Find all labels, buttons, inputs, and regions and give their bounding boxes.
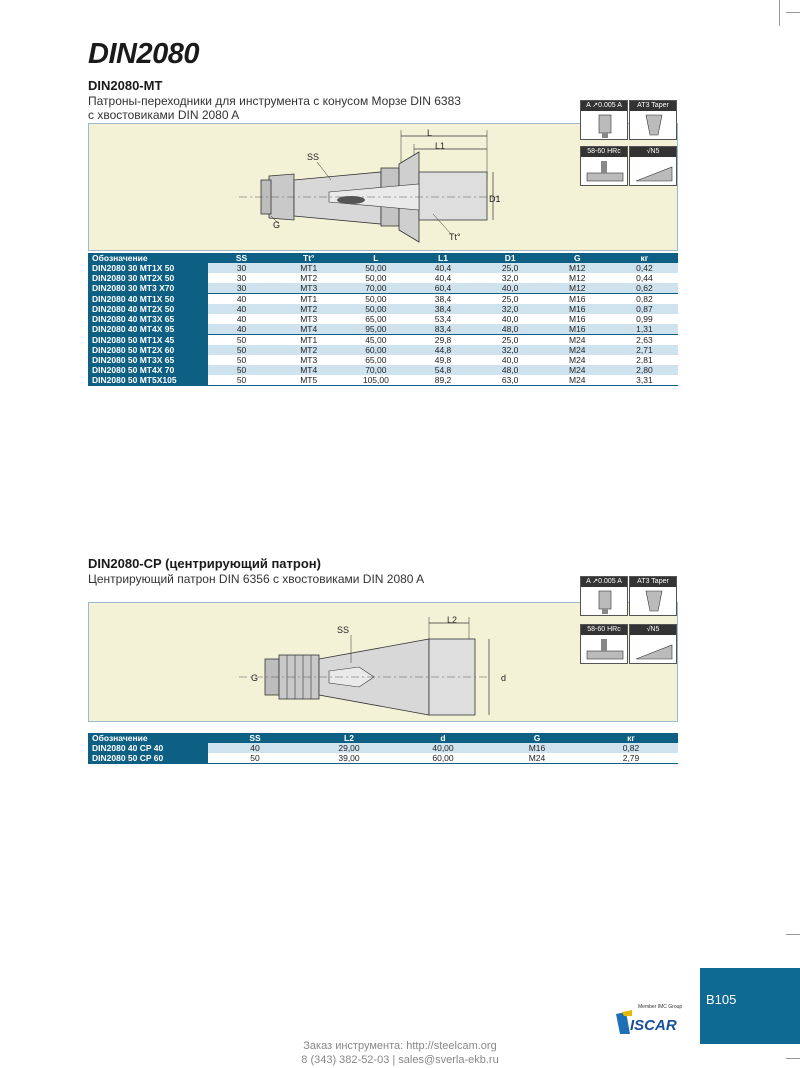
- table-cell: 50: [208, 345, 275, 355]
- product-code-cell: DIN2080 30 MT2X 50: [88, 273, 208, 283]
- section-subtitle: Патроны-переходники для инструмента с конусом Морзе DIN 6383: [88, 94, 461, 108]
- col-header: L2: [302, 733, 396, 743]
- table-cell: 29,00: [302, 743, 396, 753]
- table-cell: MT5: [275, 375, 342, 386]
- hardness-icon: [585, 637, 625, 663]
- col-header: L1: [409, 253, 476, 263]
- table-cell: 40,0: [477, 355, 544, 365]
- table-cell: 0,44: [611, 273, 678, 283]
- table-cell: 32,0: [477, 345, 544, 355]
- table-cell: 2,80: [611, 365, 678, 375]
- table-cell: 40: [208, 324, 275, 335]
- hardness-badge: 58-60 HRc: [580, 146, 628, 186]
- table-cell: M24: [544, 375, 611, 386]
- table-row: [88, 263, 678, 273]
- product-code-cell: DIN2080 50 MT3X 65: [88, 355, 208, 365]
- table-cell: M12: [544, 273, 611, 283]
- dim-label-L2: L2: [447, 615, 458, 625]
- table-cell: 30: [208, 273, 275, 283]
- table-cell: 89,2: [409, 375, 476, 386]
- table-row: [88, 365, 678, 375]
- table-cell: M16: [544, 294, 611, 305]
- table-cell: 50: [208, 355, 275, 365]
- table-cell: MT1: [275, 294, 342, 305]
- table-cell: 60,00: [396, 753, 490, 764]
- table-row: [88, 345, 678, 355]
- taper-badge: AT3 Taper: [629, 100, 677, 140]
- table-row: [88, 273, 678, 283]
- hardness-badge: 58-60 HRc: [580, 624, 628, 664]
- mt-holder-diagram: [88, 123, 678, 251]
- table-cell: 0,62: [611, 283, 678, 294]
- hardness-icon: [585, 159, 625, 185]
- trim-mark: [786, 934, 800, 935]
- table-cell: MT3: [275, 355, 342, 365]
- table-cell: 54,8: [409, 365, 476, 375]
- table-cell: 50,00: [342, 304, 409, 314]
- product-code-cell: DIN2080 50 MT4X 70: [88, 365, 208, 375]
- surface-finish-icon: [634, 159, 674, 185]
- surface-finish-badge: √N5: [629, 146, 677, 186]
- table-cell: 50,00: [342, 294, 409, 305]
- col-header: L: [342, 253, 409, 263]
- page-tab: [700, 968, 800, 1044]
- table-cell: 2,79: [584, 753, 678, 764]
- table-cell: 48,0: [477, 324, 544, 335]
- cp-spec-table: [88, 733, 678, 764]
- product-code-cell: DIN2080 30 MT1X 50: [88, 263, 208, 273]
- table-cell: 50,00: [342, 273, 409, 283]
- runout-icon: [585, 589, 625, 615]
- table-cell: M16: [490, 743, 584, 753]
- table-row: [88, 335, 678, 346]
- table-row: [88, 283, 678, 294]
- trim-mark: [779, 0, 780, 26]
- dim-label-G: G: [273, 220, 281, 230]
- table-cell: 70,00: [342, 365, 409, 375]
- dim-label-SS: SS: [337, 625, 350, 635]
- table-cell: 3,31: [611, 375, 678, 386]
- table-cell: M24: [544, 335, 611, 346]
- table-row: [88, 294, 678, 305]
- table-cell: M12: [544, 263, 611, 273]
- table-cell: 65,00: [342, 314, 409, 324]
- table-row: [88, 314, 678, 324]
- table-cell: 39,00: [302, 753, 396, 764]
- table-cell: 45,00: [342, 335, 409, 346]
- col-header: Обозначение: [88, 253, 208, 263]
- table-cell: MT1: [275, 263, 342, 273]
- table-cell: 50,00: [342, 263, 409, 273]
- dim-label-L: L: [427, 128, 433, 138]
- product-code-cell: DIN2080 40 CP 40: [88, 743, 208, 753]
- table-cell: 1,31: [611, 324, 678, 335]
- col-header: кг: [584, 733, 678, 743]
- table-cell: MT4: [275, 365, 342, 375]
- product-code-cell: DIN2080 40 MT3X 65: [88, 314, 208, 324]
- iscar-logo: [616, 1004, 686, 1034]
- table-cell: 0,99: [611, 314, 678, 324]
- col-header: SS: [208, 733, 302, 743]
- table-cell: M16: [544, 304, 611, 314]
- table-row: [88, 324, 678, 335]
- table-cell: 2,63: [611, 335, 678, 346]
- page-title: DIN2080: [88, 38, 199, 70]
- table-cell: MT3: [275, 283, 342, 294]
- product-code-cell: DIN2080 40 MT4X 95: [88, 324, 208, 335]
- table-cell: 60,00: [342, 345, 409, 355]
- table-cell: 2,71: [611, 345, 678, 355]
- runout-badge: A ↗0.005 A: [580, 576, 628, 616]
- col-header: Обозначение: [88, 733, 208, 743]
- col-header: кг: [611, 253, 678, 263]
- table-cell: 2,81: [611, 355, 678, 365]
- col-header: SS: [208, 253, 275, 263]
- table-cell: 50: [208, 365, 275, 375]
- product-code-cell: DIN2080 40 MT2X 50: [88, 304, 208, 314]
- table-cell: 38,4: [409, 294, 476, 305]
- product-code-cell: DIN2080 40 MT1X 50: [88, 294, 208, 305]
- runout-icon: [585, 113, 625, 139]
- surface-finish-icon: [634, 637, 674, 663]
- col-header: d: [396, 733, 490, 743]
- col-header: G: [490, 733, 584, 743]
- table-cell: 63,0: [477, 375, 544, 386]
- table-row: [88, 304, 678, 314]
- col-header: G: [544, 253, 611, 263]
- col-header: D1: [477, 253, 544, 263]
- table-cell: 40,4: [409, 273, 476, 283]
- dim-label-G: G: [251, 673, 259, 683]
- table-cell: MT2: [275, 345, 342, 355]
- table-cell: 25,0: [477, 294, 544, 305]
- section-title-cp: DIN2080-CP (центрирующий патрон): [88, 556, 321, 571]
- table-cell: 65,00: [342, 355, 409, 365]
- table-cell: 83,4: [409, 324, 476, 335]
- table-cell: 25,0: [477, 263, 544, 273]
- table-cell: 70,00: [342, 283, 409, 294]
- table-cell: 0,42: [611, 263, 678, 273]
- table-cell: 40,00: [396, 743, 490, 753]
- table-cell: M16: [544, 314, 611, 324]
- table-cell: 25,0: [477, 335, 544, 346]
- table-cell: M16: [544, 324, 611, 335]
- product-code-cell: DIN2080 50 MT5X105: [88, 375, 208, 386]
- dim-label-d: d: [501, 673, 507, 683]
- page-number: B105: [706, 992, 737, 1007]
- logo-tagline: Member IMC Group: [638, 1004, 683, 1010]
- table-cell: M24: [544, 365, 611, 375]
- table-row: [88, 753, 678, 764]
- logo-text: ISCAR: [630, 1017, 677, 1034]
- table-cell: 38,4: [409, 304, 476, 314]
- table-row: [88, 355, 678, 365]
- table-cell: MT3: [275, 314, 342, 324]
- product-code-cell: DIN2080 50 CP 60: [88, 753, 208, 764]
- trim-mark: [786, 12, 800, 13]
- table-header-row: [88, 733, 678, 743]
- table-cell: 0,87: [611, 304, 678, 314]
- table-cell: 40: [208, 314, 275, 324]
- table-cell: M24: [544, 355, 611, 365]
- table-cell: 0,82: [584, 743, 678, 753]
- table-cell: 30: [208, 263, 275, 273]
- product-code-cell: DIN2080 50 MT2X 60: [88, 345, 208, 355]
- table-cell: 29,8: [409, 335, 476, 346]
- table-cell: 48,0: [477, 365, 544, 375]
- section-subtitle-cp: Центрирующий патрон DIN 6356 с хвостовиками DIN 2080 A: [88, 572, 425, 586]
- table-cell: MT4: [275, 324, 342, 335]
- dim-label-Tt: Tt°: [449, 232, 461, 242]
- table-cell: 60,4: [409, 283, 476, 294]
- iscar-logo-mark: [616, 1010, 686, 1036]
- footer-contact-line: 8 (343) 382-52-03 | sales@sverla-ekb.ru: [301, 1054, 499, 1066]
- table-cell: 40,0: [477, 283, 544, 294]
- table-cell: 32,0: [477, 304, 544, 314]
- product-code-cell: DIN2080 30 MT3 X70: [88, 283, 208, 294]
- taper-badge: AT3 Taper: [629, 576, 677, 616]
- table-cell: MT2: [275, 304, 342, 314]
- mt-holder-drawing: [89, 124, 677, 250]
- taper-icon: [634, 589, 674, 615]
- table-cell: 50: [208, 753, 302, 764]
- table-cell: M24: [544, 345, 611, 355]
- table-cell: 95,00: [342, 324, 409, 335]
- table-cell: 30: [208, 283, 275, 294]
- table-header-row: [88, 253, 678, 263]
- taper-icon: [634, 113, 674, 139]
- section-subtitle-2: с хвостовиками DIN 2080 A: [88, 108, 240, 122]
- table-cell: 40: [208, 294, 275, 305]
- table-cell: 105,00: [342, 375, 409, 386]
- table-cell: M24: [490, 753, 584, 764]
- mt-spec-table: [88, 253, 678, 386]
- runout-badge: A ↗0.005 A: [580, 100, 628, 140]
- dim-label-L1: L1: [435, 141, 446, 151]
- table-cell: 40: [208, 304, 275, 314]
- table-cell: MT2: [275, 273, 342, 283]
- table-cell: 40,4: [409, 263, 476, 273]
- table-cell: 49,8: [409, 355, 476, 365]
- col-header: Tt°: [275, 253, 342, 263]
- table-row: [88, 743, 678, 753]
- table-cell: 32,0: [477, 273, 544, 283]
- table-cell: MT1: [275, 335, 342, 346]
- table-cell: M12: [544, 283, 611, 294]
- table-cell: 50: [208, 375, 275, 386]
- table-cell: 44,8: [409, 345, 476, 355]
- dim-label-D1: D1: [489, 194, 501, 204]
- surface-finish-badge: √N5: [629, 624, 677, 664]
- product-code-cell: DIN2080 50 MT1X 45: [88, 335, 208, 346]
- table-cell: 0,82: [611, 294, 678, 305]
- dim-label-SS: SS: [307, 152, 320, 162]
- table-cell: 53,4: [409, 314, 476, 324]
- footer-order-line: Заказ инструмента: http://steelcam.org: [303, 1040, 497, 1052]
- table-row: [88, 375, 678, 386]
- table-cell: 50: [208, 335, 275, 346]
- section-title: DIN2080-MT: [88, 78, 163, 93]
- table-cell: 40: [208, 743, 302, 753]
- table-cell: 40,0: [477, 314, 544, 324]
